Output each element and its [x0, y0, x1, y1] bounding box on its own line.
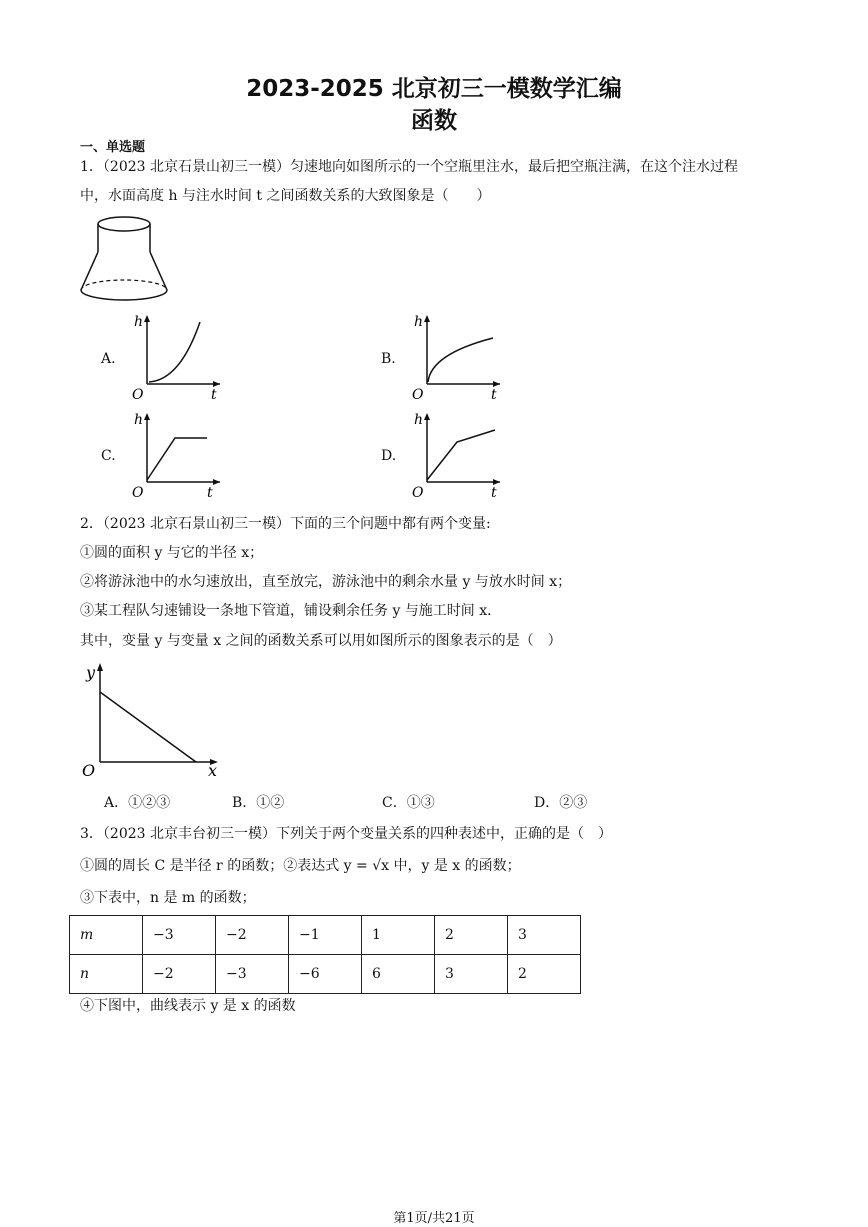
table-cell: −6: [289, 955, 362, 994]
q1-option-d-label: D.: [381, 448, 397, 464]
origin-label: O: [132, 485, 144, 500]
q1-option-a-graph: [125, 310, 225, 402]
curve: [428, 338, 493, 382]
table-cell: 2: [508, 955, 581, 994]
q3-stem: 3．（2023 北京丰台初三一模）下列关于两个变量关系的四种表述中，正确的是（ ）: [80, 826, 612, 842]
q1-option-a-label: A.: [101, 351, 116, 367]
q2-question: 其中，变量 y 与变量 x 之间的函数关系可以用如图所示的图象表示的是（ ）: [80, 633, 562, 649]
q2-item-3: ③某工程队匀速铺设一条地下管道，铺设剩余任务 y 与施工时间 x．: [80, 603, 502, 619]
q1-option-d-graph: [405, 408, 505, 500]
q2-option-b: B．①②: [232, 795, 285, 811]
table-cell: −2: [216, 916, 289, 955]
curve: [427, 430, 495, 480]
q3-table: [69, 915, 581, 994]
q1-option-b-graph: [405, 310, 505, 402]
table-cell: 1: [362, 916, 435, 955]
axis-label-h: h: [414, 412, 424, 428]
table-row-n: [70, 955, 581, 994]
axis-label-x: x: [208, 761, 218, 780]
table-cell: m: [70, 916, 143, 955]
q1-stem-line1: 1．（2023 北京石景山初三一模）匀速地向如图所示的一个空瓶里注水，最后把空瓶注满，在这个注水过程: [80, 159, 738, 175]
x-arrow-icon: [213, 479, 220, 485]
origin-label: O: [412, 387, 424, 402]
origin-label: O: [82, 761, 96, 780]
y-arrow-icon: [144, 315, 150, 322]
origin-label: O: [132, 387, 144, 402]
page-title: 2023-2025 北京初三一模数学汇编: [246, 76, 622, 102]
q1-bottle-figure: [78, 212, 178, 304]
q2-item-1: ①圆的面积 y 与它的半径 x；: [80, 545, 264, 561]
axis-label-h: h: [414, 314, 424, 330]
table-cell: 3: [508, 916, 581, 955]
axis-label-t: t: [491, 485, 497, 500]
q1-option-c-label: C.: [101, 448, 116, 464]
q3-item-4: ④下图中，曲线表示 y 是 x 的函数: [80, 998, 296, 1014]
y-arrow-icon: [144, 413, 150, 420]
axis-label-h: h: [134, 412, 144, 428]
table-cell: −2: [143, 955, 216, 994]
table-cell: 3: [435, 955, 508, 994]
section-heading: 一、单选题: [80, 140, 146, 155]
y-arrow-icon: [97, 663, 103, 671]
q2-option-c: C．①③: [382, 795, 435, 811]
origin-label: O: [412, 485, 424, 500]
q2-option-d: D．②③: [534, 795, 588, 811]
page-subtitle: 函数: [411, 108, 457, 134]
q1-option-c-graph: [125, 408, 225, 500]
q1-option-b-label: B.: [381, 351, 396, 367]
axis-label-t: t: [211, 387, 217, 402]
table-cell: −3: [216, 955, 289, 994]
table-cell: −3: [143, 916, 216, 955]
table-cell: −1: [289, 916, 362, 955]
axis-label-y: y: [86, 663, 96, 682]
q2-option-a: A．①②③: [104, 795, 171, 811]
y-arrow-icon: [424, 315, 430, 322]
q3-item-1-2: ①圆的周长 C 是半径 r 的函数；②表达式 y = √x 中，y 是 x 的函数；: [80, 858, 521, 874]
axis-label-h: h: [134, 314, 144, 330]
curve: [149, 322, 200, 382]
table-cell: n: [70, 955, 143, 994]
axis-label-t: t: [207, 485, 213, 500]
table-cell: 6: [362, 955, 435, 994]
page-footer: 第1页/共21页: [393, 1211, 475, 1226]
y-arrow-icon: [424, 413, 430, 420]
q2-graph: [78, 658, 228, 782]
q3-item-3: ③下表中，n 是 m 的函数；: [80, 890, 256, 906]
axis-label-t: t: [491, 387, 497, 402]
q2-stem: 2．（2023 北京石景山初三一模）下面的三个问题中都有两个变量:: [80, 516, 491, 532]
curve: [147, 438, 207, 480]
table-row-m: [70, 916, 581, 955]
q2-item-2: ②将游泳池中的水匀速放出，直至放完，游泳池中的剩余水量 y 与放水时间 x；: [80, 574, 572, 590]
q1-stem-line2: 中，水面高度 h 与注水时间 t 之间函数关系的大致图象是（ ）: [80, 188, 491, 204]
line-segment: [100, 692, 196, 762]
table-cell: 2: [435, 916, 508, 955]
